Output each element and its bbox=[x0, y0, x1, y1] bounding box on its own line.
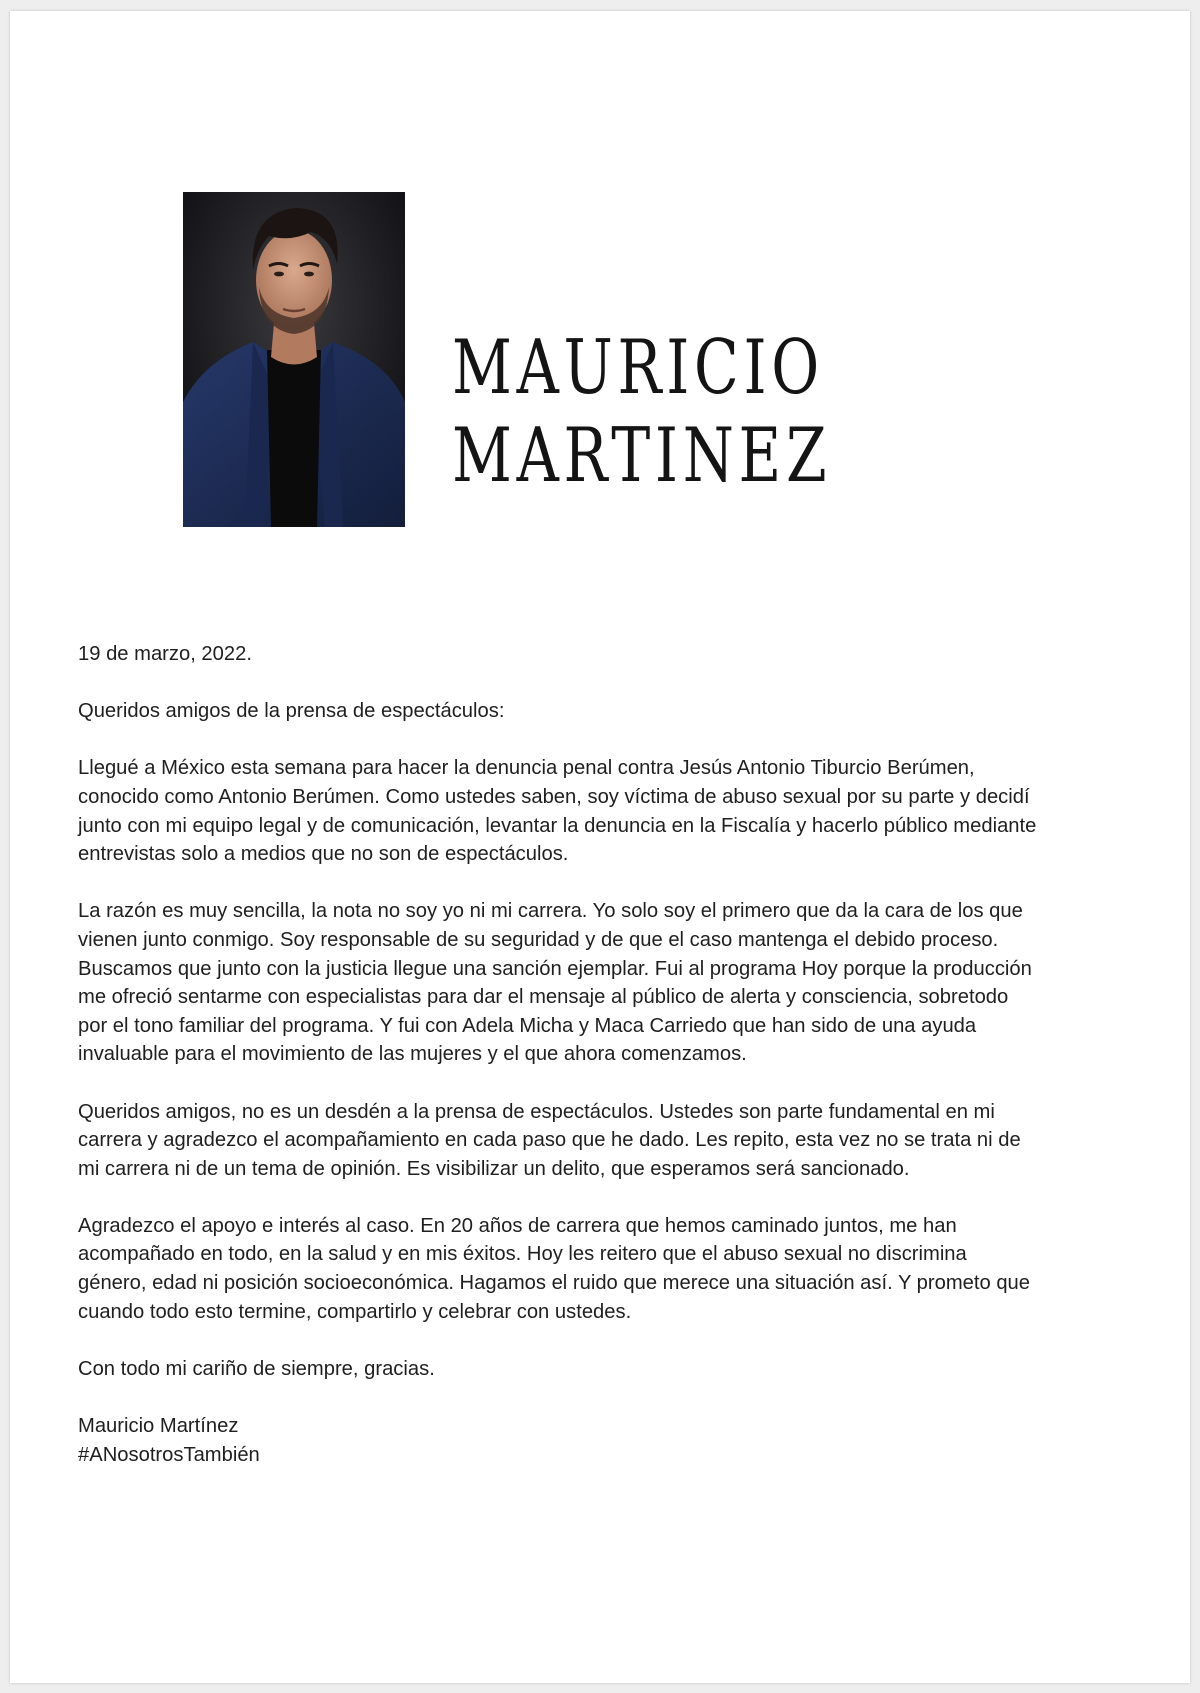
paragraph-2: La razón es muy sencilla, la nota no soy yo ni mi carrera. Yo solo soy el primero que da la cara de los que vienen junto conmigo. Soy responsable de su seguridad y de que el caso mantenga el debido proceso. Buscamos que junto con la justicia llegue una sanción ejemplar. Fui al programa Hoy porque la producción me ofreció sentarme con especialistas para dar el mensaje al público de alerta y consciencia, sobretodo por el tono familiar del programa. Y fui con Adela Micha y Maca Carriedo que han sido de una ayuda invaluable para el movimiento de las mujeres y el que ahora comenzamos. bbox=[78, 900, 1032, 1066]
signature-block bbox=[78, 1412, 1138, 1469]
letter-closing: Con todo mi cariño de siempre, gracias. bbox=[78, 1357, 435, 1380]
paragraph-4: Agradezco el apoyo e interés al caso. En 20 años de carrera que hemos caminado juntos, me han acompañado en todo, en la salud y en mis éxitos. Hoy les reitero que el abuso sexual no discrimina género, edad ni posición socioeconómica. Hagamos el ruido que merece una situación así. Y prometo que cuando todo esto termine, compartirlo y celebrar con ustedes. bbox=[78, 1214, 1031, 1323]
letter-page bbox=[10, 11, 1190, 1683]
letter-salutation: Queridos amigos de la prensa de espectáculos: bbox=[78, 700, 505, 723]
first-name: MAURICIO bbox=[452, 323, 824, 411]
portrait-photo bbox=[183, 192, 405, 527]
hashtag: #ANosotrosTambién bbox=[78, 1443, 260, 1466]
paragraph-1: Llegué a México esta semana para hacer la denuncia penal contra Jesús Antonio Tiburcio Berúmen, conocido como Antonio Berúmen. Como ustedes saben, soy víctima de abuso sexual por su parte y decidí junto con mi equipo legal y de comunicación, levantar la denuncia en la Fiscalía y hacerlo público mediante entrevistas solo a medios que no son de espectáculos. bbox=[78, 757, 1037, 866]
author-name-heading bbox=[452, 323, 831, 499]
paragraph-3: Queridos amigos, no es un desdén a la prensa de espectáculos. Ustedes son parte fundamental en mi carrera y agradezco el acompañamiento en cada paso que he dado. Les repito, esta vez no se trata ni de mi carrera ni de un tema de opinión. Es visibilizar un delito, que esperamos será sancionado. bbox=[78, 1100, 1021, 1180]
letter-body bbox=[78, 640, 1138, 1469]
signature-name: Mauricio Martínez bbox=[78, 1415, 239, 1438]
last-name: MARTINEZ bbox=[452, 411, 832, 499]
letter-date: 19 de marzo, 2022. bbox=[78, 643, 252, 665]
